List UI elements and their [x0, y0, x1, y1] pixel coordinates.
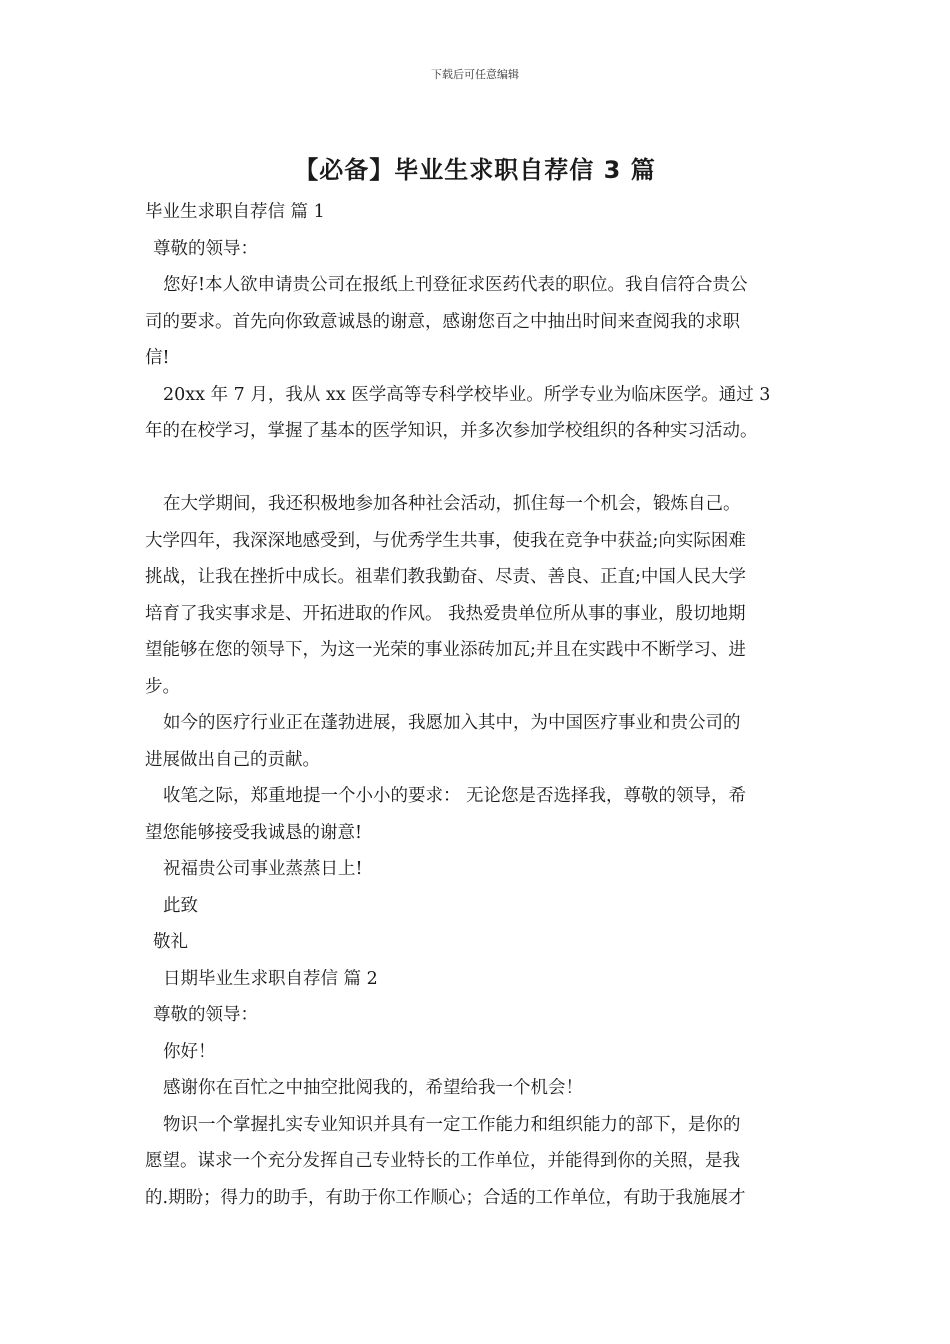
letter1-paragraph-3: 在大学期间，我还积极地参加各种社会活动，抓住每一个机会，锻炼自己。 大学四年，我深深地感受到，与优秀学生共事，使我在竞争中获益;向实际困难 挑战，让我在挫折中成长。祖辈们教我勤奋、尽责、善良、正直;中国人民大学 培育了我实事求是、开拓进取的作风。 我热爱贵单位所从事的事业，殷切地期 望能够在您的领导下，为这一光荣的事业添砖加瓦;并且在实践中不断学习、进 步。: [145, 494, 746, 697]
document-title: 【必备】毕业生求职自荐信 3 篇: [294, 156, 656, 184]
letter2-paragraph-2: 物识一个掌握扎实专业知识并具有一定工作能力和组织能力的部下，是你的 愿望。谋求一个充分发挥自己专业特长的工作单位，并能得到你的关照，是我 的.期盼；得力的助手，有助于你工作顺心；合适的工作单位，有助于我施展才: [145, 1114, 746, 1208]
letter2-greeting: 你好！: [163, 1041, 216, 1062]
letter1-paragraph-2: 20xx 年 7 月，我从 xx 医学高等专科学校毕业。所学专业为临床医学。通过 3 年的在校学习，掌握了基本的医学知识，并多次参加学校组织的各种实习活动。: [145, 384, 771, 441]
letter2-salutation: 尊敬的领导：: [153, 1005, 258, 1025]
letter1-salutation: 尊敬的领导：: [153, 238, 258, 259]
header-note: 下载后可任意编辑: [431, 68, 519, 81]
letter2-heading: 日期毕业生求职自荐信 篇 2: [163, 968, 378, 989]
blank-line: [145, 450, 808, 487]
letter1-paragraph-1: 您好!本人欲申请贵公司在报纸上刊登征求医药代表的职位。我自信符合贵公 司的要求。首先向你致意诚恳的谢意，感谢您百之中抽出时间来查阅我的求职 信!: [145, 275, 748, 368]
letter1-heading: 毕业生求职自荐信 篇 1: [145, 202, 325, 222]
letter1-wish: 祝福贵公司事业蒸蒸日上!: [163, 859, 363, 879]
letter1-paragraph-4: 如今的医疗行业正在蓬勃进展，我愿加入其中，为中国医疗事业和贵公司的 进展做出自己的贡献。: [145, 713, 741, 770]
letter1-paragraph-5: 收笔之际，郑重地提一个小小的要求： 无论您是否选择我，尊敬的领导，希 望您能够接受我诚恳的谢意!: [145, 786, 747, 843]
document-body: [145, 194, 808, 1216]
letter2-paragraph-1: 感谢你在百忙之中抽空批阅我的，希望给我一个机会！: [163, 1078, 583, 1098]
letter1-closing-2: 敬礼: [153, 932, 188, 952]
letter1-closing-1: 此致: [163, 895, 198, 916]
